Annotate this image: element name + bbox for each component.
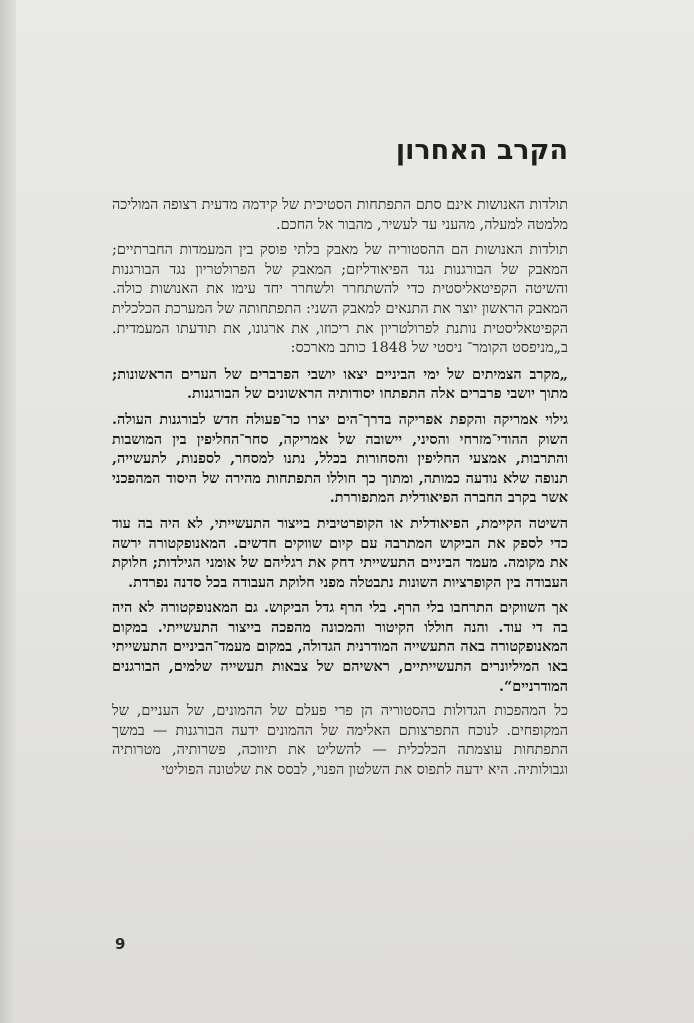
quote-paragraph: „מקרב הצמיתים של ימי הביניים יצאו יושבי הפרברים של הערים הראשונות; מתוך יושבי פרברים אלה התפתחו יסודותיה הראשונים של הבורגנות. <box>112 365 568 403</box>
chapter-title: הקרב האחרון <box>395 135 568 166</box>
paragraph: תולדות האנושות אינם סתם התפתחות הסטיכית של קידמה מדעית רצופה המוליכה מלמטה למעלה, מהעני עד לעשיר, מהבור אל החכם. <box>112 197 568 233</box>
paragraph: כל המהפכות הגדולות בהסטוריה הן פרי פעלם של ההמונים, של העניים, של המקופחים. לנוכח התפרצותם האלימה של ההמונים ידעה הבורגנות — במשך התפתחות עוצמתה הכלכלית — להשליט את תיווכה, פשרותיה, מטרותיה וגבולותיה. היא ידעה לתפוס את השלטון הפנוי, לבסס את שלטונה הפוליטי <box>112 703 568 779</box>
paragraph: תולדות האנושות הם ההסטוריה של מאבק בלתי פוסק בין המעמדות החברתיים; המאבק של הבורגנות נגד הפיאודליזם; המאבק של הפרולטריון נגד הבורגנות והשיטה הקפיטאליסטית כדי להשתחרר ולשחרר יחד עימו את האנושות כולה. המאבק הראשון יוצר את התנאים למאבק השני: התפתחותה של המערכת הכלכלית הקפיטאליסטית נותנת לפרולטריון את ריכוזו, את ארגונו, את תודעתו המעמדית. ב„מניפסט הקומר־ ניסטי של 1848 כותב מארכס: <box>112 242 568 357</box>
page-number: 9 <box>115 935 126 953</box>
quote-paragraph: השיטה הקיימת, הפיאודלית או הקופרטיבית בייצור התעשייתי, לא היה בה עוד כדי לספק את הביקוש המתרבה עם קיום שווקים חדשים. המאנופקטורה ירשה את מקומה. מעמד הביניים התעשייתי דחק את רגליהם של אומני הגילדות; חלוקת העבודה בין הקופרציות השונות נתבטלה מפני חלוקת העבודה בכל סדנה נפרדת. <box>112 514 568 591</box>
quote-paragraph: גילוי אמריקה והקפת אפריקה בדרך־הים יצרו כר־פעולה חדש לבורגנות העולה. השוק ההודי־מזרחי והסיני, יישובה של אמריקה, סחר־החליפין בין המושבות והתרבות, אמצעי החליפין והסחורות בכלל, נתנו למסחר, לספנות, לתעשייה, תנופה שלא נודעה כמותה, ומתוך כך חוללו התפתחות מהירה של היסוד המהפכני אשר בקרב החברה הפיאודלית המתפוררת. <box>112 410 568 507</box>
quote-paragraph: אך השווקים התרחבו בלי הרף. בלי הרף גדל הביקוש. גם המאנופקטורה לא היה בה די עוד. והנה חוללו הקיטור והמכונה מהפכה בייצור התעשייתי. במקום המאנופקטורה באה התעשייה המודרנית הגדולה, במקום מעמד־הביניים התעשייתי באו המיליונרים התעשייתיים, ראשיהם של צבאות תעשייה שלמים, הבורגנים המודרניים“. <box>112 599 568 695</box>
text-block <box>112 135 568 787</box>
page-gutter-shadow <box>0 0 16 1023</box>
